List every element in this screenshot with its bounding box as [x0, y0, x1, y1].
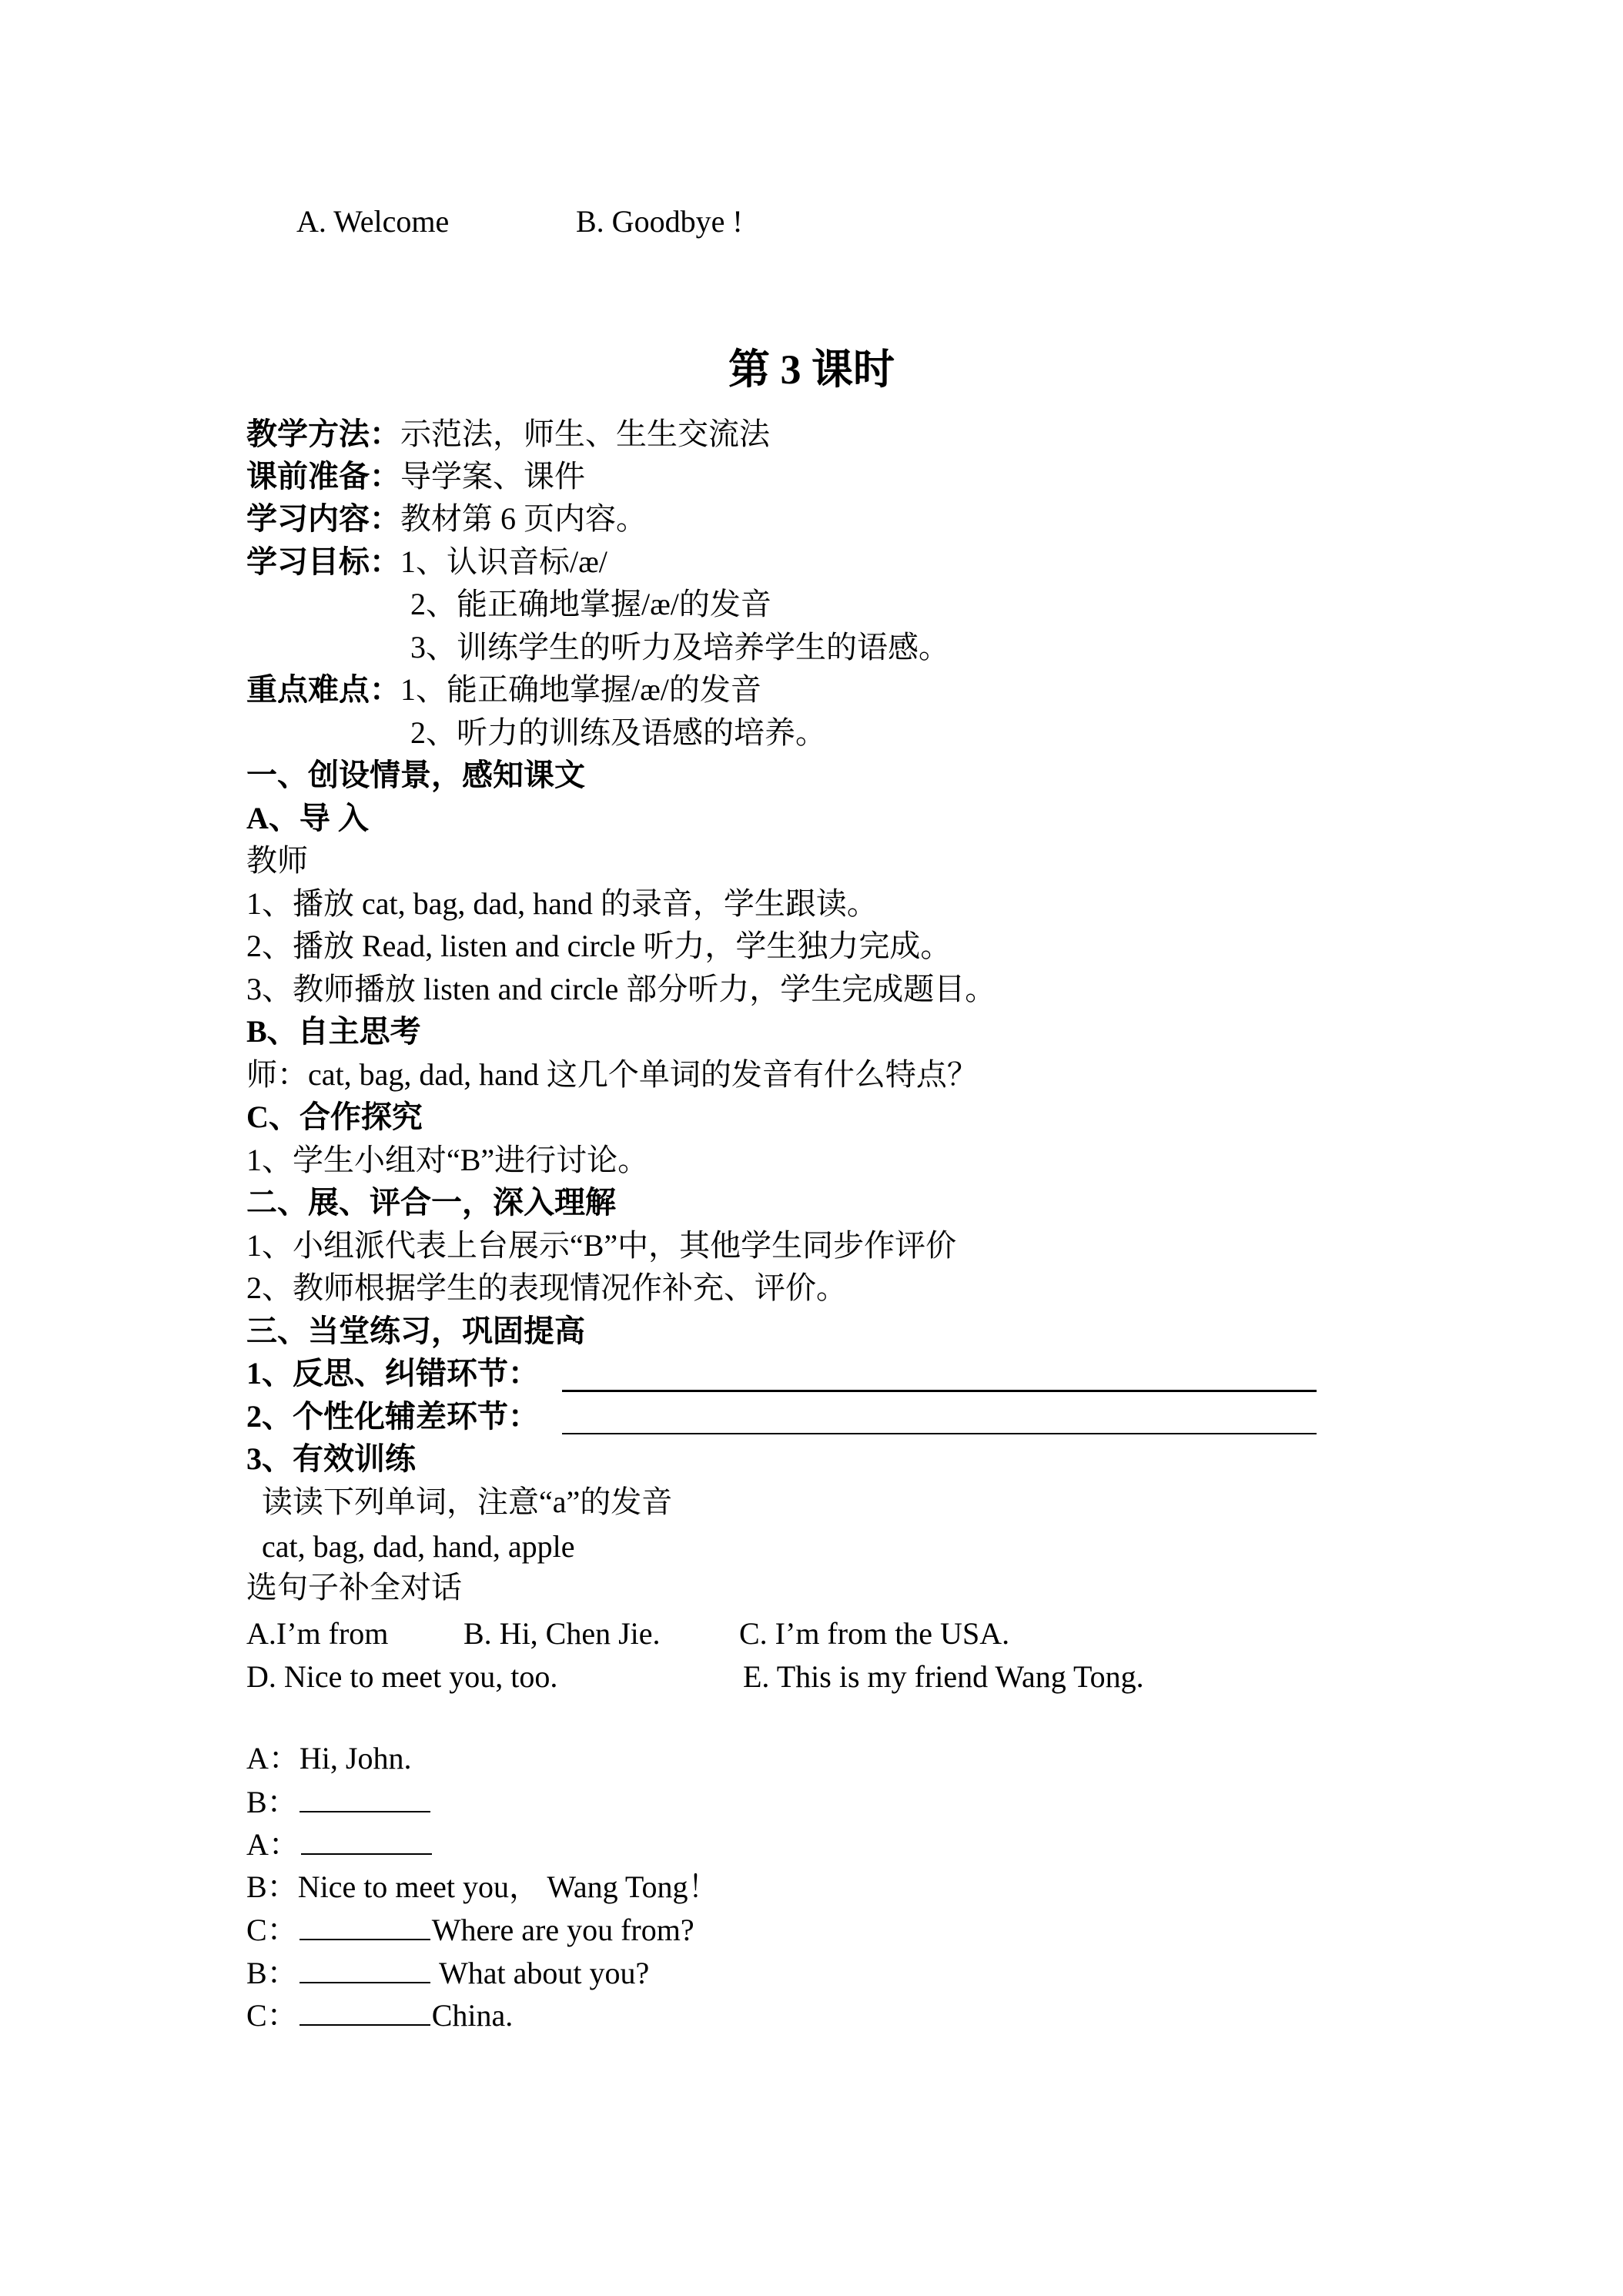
choice-d: D. Nice to meet you, too.: [246, 1659, 558, 1694]
sec1-b-text: 师：cat, bag, dad, hand 这几个单词的发音有什么特点？: [246, 1057, 978, 1092]
sec1-item-3: 3、教师播放 listen and circle 部分听力，学生完成题目。: [246, 972, 996, 1006]
info-goals: 学习目标：1、认识音标/æ/: [246, 544, 607, 579]
option-a: A. Welcome: [296, 204, 450, 239]
reflect-answer-line[interactable]: [562, 1390, 1317, 1392]
answer-blank[interactable]: [300, 1996, 430, 2026]
teacher-label: 教师: [246, 843, 308, 878]
choice-c: C. I’m from the USA.: [739, 1616, 1010, 1651]
section-3-heading: 三、当堂练习，巩固提高: [246, 1314, 585, 1348]
info-prep: 课前准备：导学案、课件: [246, 459, 585, 494]
info-content: 学习内容：教材第 6 页内容。: [246, 501, 647, 536]
choice-b: B. Hi, Chen Jie.: [463, 1616, 661, 1651]
dialogue-line: B：: [246, 1783, 432, 1821]
goal-2: 2、能正确地掌握/æ/的发音: [410, 587, 771, 621]
section-1a-heading: A、导 入: [246, 801, 369, 835]
personal-label: 2、个性化辅差环节：: [246, 1399, 539, 1434]
key-point-2: 2、听力的训练及语感的培养。: [410, 715, 826, 750]
goal-3: 3、训练学生的听力及培养学生的语感。: [410, 630, 949, 664]
answer-blank[interactable]: [300, 1954, 430, 1983]
answer-blank[interactable]: [301, 1826, 432, 1855]
answer-blank[interactable]: [300, 1783, 430, 1812]
word-list: cat, bag, dad, hand, apple: [262, 1529, 575, 1564]
dialogue-line: A：Hi, John.: [246, 1741, 412, 1776]
personal-answer-line[interactable]: [562, 1433, 1317, 1434]
sec1-c-text: 1、学生小组对“B”进行讨论。: [246, 1143, 649, 1177]
section-1b-heading: B、自主思考: [246, 1014, 421, 1049]
reflect-label: 1、反思、纠错环节：: [246, 1356, 539, 1391]
training-heading: 3、有效训练: [246, 1441, 416, 1476]
dialogue-line: C： Where are you from?: [246, 1913, 694, 1947]
dialogue-line: B：Nice to meet you， Wang Tong！: [246, 1869, 719, 1904]
read-instruction: 读读下列单词，注意“a”的发音: [262, 1484, 673, 1519]
section-2-heading: 二、展、评合一，深入理解: [246, 1185, 616, 1220]
choose-instruction: 选句子补全对话: [246, 1570, 462, 1605]
sec1-item-2: 2、播放 Read, listen and circle 听力，学生独力完成。: [246, 929, 952, 963]
info-key-points: 重点难点：1、能正确地掌握/æ/的发音: [246, 672, 761, 707]
choice-e: E. This is my friend Wang Tong.: [743, 1659, 1144, 1694]
page-title: 第 3 课时: [728, 346, 895, 393]
dialogue-line: C： China.: [246, 1998, 514, 2033]
option-b: B. Goodbye !: [576, 204, 743, 239]
dialogue-line: B： What about you?: [246, 1956, 650, 1990]
choice-a: A.I’m from: [246, 1616, 389, 1651]
sec2-item-2: 2、教师根据学生的表现情况作补充、评价。: [246, 1270, 847, 1305]
section-1c-heading: C、合作探究: [246, 1099, 423, 1134]
section-1-heading: 一、创设情景，感知课文: [246, 758, 585, 792]
answer-blank[interactable]: [300, 1911, 430, 1940]
dialogue-line: A：: [246, 1826, 433, 1863]
sec2-item-1: 1、小组派代表上台展示“B”中，其他学生同步作评价: [246, 1228, 957, 1263]
sec1-item-1: 1、播放 cat, bag, dad, hand 的录音，学生跟读。: [246, 886, 878, 921]
info-method: 教学方法：示范法，师生、生生交流法: [246, 417, 770, 451]
